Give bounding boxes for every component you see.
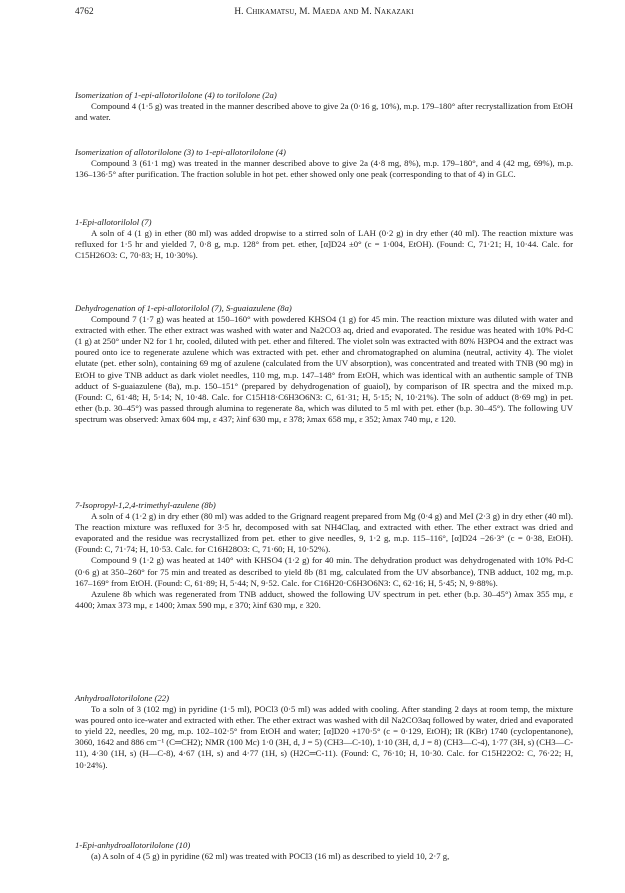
section-heading: Isomerization of allotorilolone (3) to 1-epi-allotorilolone (4) [75,147,286,157]
section-heading: Dehydrogenation of 1-epi-allotorilolol (7), S-guaiazulene (8a) [75,303,292,313]
section-paragraph: Compound 7 (1·7 g) was heated at 150–160° with powdered KHSO4 (1 g) for 45 min. The reaction mixture was diluted with water and extracted with ether. The ether extract was washed with water and Na2CO3 aq, dried and evaporated. The residue was heated with 10% Pd-C (1 g) at 250° under N2 for 1 hr, cooled, diluted with pet. ether and filtered. The violet soln was extracted with 80% H3PO4 and the extract was poured onto ice to regenerate azulene which was extracted with pet. ether and chromatographed on alumina (neutral, activity 4). The violet elutate (pet. ether soln), containing 69 mg of azulene (calculated from the UV absorption), was concentrated and treated with TNB (90 mg) in EtOH to give TNB adduct as dark violet needles, 110 mg, m.p. 147–148° from EtOH, which was identical with an authentic sample of TNB adduct of S-guaiazulene (8a), m.p. 150–151° (prepared by dehydrogenation of guaiol), by comparison of IR spectra and the mixed m.p. (Found: C, 61·48; H, 5·14; N, 10·48. Calc. for C15H18·C6H3O6N3: C, 61·31; H, 5·15; N, 10·21%). The soln of adduct (8·69 mg) in pet. ether (b.p. 30–45°) was passed through alumina to regenerate 8a, which was diluted to 5 ml with pet. ether (b.p. 30–45°). The following UV spectrum was observed: λmax 604 mμ, ε 437; λinf 630 mμ, ε 378; λmax 658 mμ, ε 352; λmax 740 mμ, ε 120. [75,314,573,424]
section-heading: 7-Isopropyl-1,2,4-trimethyl-azulene (8b) [75,500,216,510]
running-authors: H. Chikamatsu, M. Maeda and M. Nakazaki [234,7,414,17]
page-number: 4762 [75,7,94,17]
section-epi-anhydroallotorilolone [75,840,573,862]
section-paragraph: Compound 3 (61·1 mg) was treated in the manner described above to give 2a (4·8 mg, 8%), m.p. 179–180°, and 4 (42 mg, 69%), m.p. 136–136·5° after purification. The fraction soluble in hot pet. ether showed only one peak (corresponding to that of 4) in GLC. [75,158,573,180]
section-isomerization-4-to-2a [75,90,573,123]
section-heading: Anhydroallotorilolone (22) [75,693,170,703]
section-paragraph: Compound 9 (1·2 g) was heated at 140° with KHSO4 (1·2 g) for 40 min. The dehydration product was dehydrogenated with 10% Pd-C (0·6 g) at 350–260° for 75 min and treated as described to yield 8b (81 mg, calculated from the UV absorbance), TNB adduct, 102 mg, m.p. 167–169° from EtOH. (Found: C, 61·89; H, 5·44; N, 9·52. Calc. for C16H20·C6H3O6N3: C, 62·16; H, 5·45; N, 9·88%). [75,555,573,588]
section-anhydroallotorilolone [75,693,573,771]
section-trimethyl-azulene [75,500,573,611]
section-heading: 1-Epi-allotorilolol (7) [75,217,152,227]
section-paragraph: Compound 4 (1·5 g) was treated in the manner described above to give 2a (0·16 g, 10%), m.p. 179–180° after recrystallization from EtOH and water. [75,101,573,123]
section-paragraph: A soln of 4 (1·2 g) in dry ether (80 ml) was added to the Grignard reagent prepared from Mg (0·4 g) and MeI (2·3 g) in dry ether (40 ml). The reaction mixture was refluxed for 3·5 hr, decomposed with sat NH4Claq, and extracted with ether. The ether extract was dried and evaporated and the residue was recrystallized from pet. ether to give needles, 9, 1·2 g, m.p. 115–116°, [α]D24 −26·3° (c = 0·38, EtOH). (Found: C, 71·74; H, 10·53. Calc. for C16H28O3: C, 71·60; H, 10·52%). [75,511,573,555]
section-paragraph: To a soln of 3 (102 mg) in pyridine (1·5 ml), POCl3 (0·5 ml) was added with cooling. After standing 2 days at room temp, the mixture was poured onto ice-water and extracted with ether. The ether extract was washed with dil Na2CO3aq followed by water, dried and evaporated to yield 22, needles, 20 mg, m.p. 102–102·5° from EtOH and water; [α]D20 +170·5° (c = 0·129, EtOH); IR (KBr) 1740 (cyclopentanone), 3060, 1642 and 886 cm⁻¹ (C═CH2); NMR (100 Mc) 1·0 (3H, d, J = 5) (CH3—C-10), 1·10 (3H, d, J = 8) (CH3—C-4), 1·77 (3H, s) (CH3—C-11), 4·30 (1H, s) (H—C-8), 4·67 (1H, s) and 4·77 (1H, s) (H2C═C-11). (Found: C, 76·10; H, 10·30. Calc. for C15H22O2: C, 76·22; H, 10·24%). [75,704,573,770]
section-heading: 1-Epi-anhydroallotorilolone (10) [75,840,191,850]
section-epi-allotorilolol [75,217,573,261]
section-paragraph: Azulene 8b which was regenerated from TNB adduct, showed the following UV spectrum in pet. ether (b.p. 30–45°) λmax 355 mμ, ε 4400; λmax 373 mμ, ε 1400; λmax 590 mμ, ε 370; λinf 630 mμ, ε 320. [75,588,573,610]
page-header [75,7,573,21]
section-heading: Isomerization of 1-epi-allotorilolone (4) to torilolone (2a) [75,90,277,100]
section-paragraph: A soln of 4 (1 g) in ether (80 ml) was added dropwise to a stirred soln of LAH (0·2 g) in dry ether (40 ml). The reaction mixture was refluxed for 1·5 hr and yielded 7, 0·8 g, m.p. 128° from pet. ether, [α]D24 ±0° (c = 1·004, EtOH). (Found: C, 71·21; H, 10·44. Calc. for C15H26O3: C, 70·83; H, 10·30%). [75,228,573,261]
section-paragraph: (a) A soln of 4 (5 g) in pyridine (62 ml) was treated with POCl3 (16 ml) as described to yield 10, 2·7 g, [91,851,450,862]
section-dehydrogenation [75,303,573,425]
section-isomerization-3-to-4 [75,147,573,180]
